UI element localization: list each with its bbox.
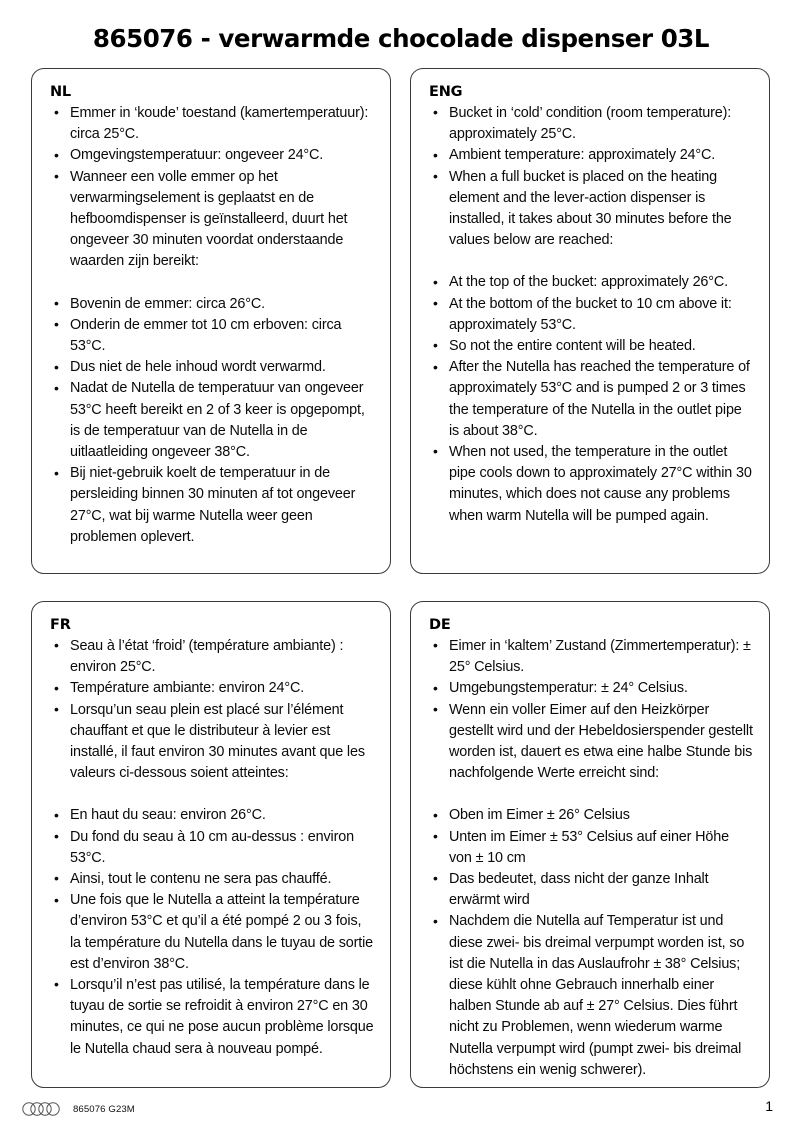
list-item: • Dus niet de hele inhoud wordt verwarmd. bbox=[50, 357, 376, 378]
list-item: • Nachdem die Nutella auf Temperatur ist und diese zwei- bis dreimal verpumpt worden ist, so ist die Nutella in das Auslaufrohr ± 38° Celsius; diese kühlt ohne Gebrauch innerhalb einer halben Stunde ab auf ± 27° Celsius. Dies führt nicht zu Problemen, wenn wiederum warme Nutella verpumpt wird (pumpt zwei- bis dreimal höchstens ein wenig schwerer). bbox=[429, 911, 755, 1081]
footer-article-code: 865076 G23M bbox=[73, 1103, 135, 1115]
bullet-list-de bbox=[425, 636, 755, 1081]
language-panels-grid bbox=[31, 68, 771, 1088]
panel-eng bbox=[410, 68, 770, 574]
list-item: • Eimer in ‘kaltem’ Zustand (Zimmertemperatur): ± 25° Celsius. bbox=[429, 636, 755, 678]
list-item: • Wanneer een volle emmer op het verwarmingselement is geplaatst en de hefboomdispenser is geïnstalleerd, duurt het ongeveer 30 minuten voordat onderstaande waarden zijn bereikt: bbox=[50, 167, 376, 273]
footer-left-group bbox=[22, 1100, 135, 1118]
list-item: • Nadat de Nutella de temperatuur van ongeveer 53°C heeft bereikt en 2 of 3 keer is opgepompt, is de temperatuur van de Nutella in de uitlaatleiding ongeveer 38°C. bbox=[50, 378, 376, 463]
list-item: • Bucket in ‘cold’ condition (room temperature): approximately 25°C. bbox=[429, 103, 755, 145]
list-item: • Oben im Eimer ± 26° Celsius bbox=[429, 805, 755, 826]
panel-language-label-de: DE bbox=[429, 617, 451, 633]
list-item: • Bovenin de emmer: circa 26°C. bbox=[50, 294, 376, 315]
panel-nl bbox=[31, 68, 391, 574]
list-item: • Emmer in ‘koude’ toestand (kamertemperatuur): circa 25°C. bbox=[50, 103, 376, 145]
panel-language-label-eng: ENG bbox=[429, 84, 463, 100]
panel-language-label-fr: FR bbox=[50, 617, 71, 633]
list-item: • When a full bucket is placed on the heating element and the lever-action dispenser is installed, it takes about 30 minutes before the values below are reached: bbox=[429, 167, 755, 252]
page-number: 1 bbox=[765, 1098, 773, 1114]
list-item: • Seau à l’état ‘froid’ (température ambiante) : environ 25°C. bbox=[50, 636, 376, 678]
list-item: • So not the entire content will be heated. bbox=[429, 336, 755, 357]
bullet-list-nl bbox=[46, 103, 376, 548]
list-item: • When not used, the temperature in the outlet pipe cools down to approximately 27°C within 30 minutes, which does not cause any problems when warm Nutella will be pumped again. bbox=[429, 442, 755, 527]
list-item: • At the bottom of the bucket to 10 cm above it: approximately 53°C. bbox=[429, 294, 755, 336]
list-item: • Bij niet-gebruik koelt de temperatuur in de persleiding binnen 30 minuten af tot ongeveer 27°C, wat bij warme Nutella weer geen problemen oplevert. bbox=[50, 463, 376, 548]
list-item: • Das bedeutet, dass nicht der ganze Inhalt erwärmt wird bbox=[429, 869, 755, 911]
panel-de bbox=[410, 601, 770, 1088]
list-item: • Onderin de emmer tot 10 cm erboven: circa 53°C. bbox=[50, 315, 376, 357]
list-item: • Une fois que le Nutella a atteint la température d’environ 53°C et qu’il a été pompé 2 ou 3 fois, la température du Nutella dans le tuyau de sortie est d’environ 38°C. bbox=[50, 890, 376, 975]
four-rings-logo-icon bbox=[22, 1102, 68, 1116]
list-item: • After the Nutella has reached the temperature of approximately 53°C and is pumped 2 or 3 times the temperature of the Nutella in the outlet pipe is about 38°C. bbox=[429, 357, 755, 442]
list-item: • Lorsqu’un seau plein est placé sur l’élément chauffant et que le distributeur à levier est installé, il faut environ 30 minutes avant que les valeurs ci-dessous soient atteintes: bbox=[50, 700, 376, 785]
list-item: • Du fond du seau à 10 cm au-dessus : environ 53°C. bbox=[50, 827, 376, 869]
list-item: • Umgebungstemperatur: ± 24° Celsius. bbox=[429, 678, 755, 699]
list-item: • Unten im Eimer ± 53° Celsius auf einer Höhe von ± 10 cm bbox=[429, 827, 755, 869]
panel-language-label-nl: NL bbox=[50, 84, 71, 100]
list-item: • At the top of the bucket: approximately 26°C. bbox=[429, 272, 755, 293]
list-item: • Omgevingstemperatuur: ongeveer 24°C. bbox=[50, 145, 376, 166]
list-item: • Ambient temperature: approximately 24°C. bbox=[429, 145, 755, 166]
list-item: • Lorsqu’il n’est pas utilisé, la température dans le tuyau de sortie se refroidit à environ 27°C en 30 minutes, ce qui ne pose aucun problème lorsque le Nutella chaud sera à nouveau pompé. bbox=[50, 975, 376, 1060]
bullet-list-fr bbox=[46, 636, 376, 1060]
page-title: 865076 - verwarmde chocolade dispenser 03L bbox=[92, 24, 710, 53]
page-footer bbox=[0, 1098, 802, 1134]
list-item: • En haut du seau: environ 26°C. bbox=[50, 805, 376, 826]
panel-fr bbox=[31, 601, 391, 1088]
list-item: • Ainsi, tout le contenu ne sera pas chauffé. bbox=[50, 869, 376, 890]
list-item: • Température ambiante: environ 24°C. bbox=[50, 678, 376, 699]
list-item: • Wenn ein voller Eimer auf den Heizkörper gestellt wird und der Hebeldosierspender gestellt worden ist, dauert es etwa eine halbe Stunde bis nachfolgende Werte erreicht sind: bbox=[429, 700, 755, 785]
bullet-list-eng bbox=[425, 103, 755, 527]
